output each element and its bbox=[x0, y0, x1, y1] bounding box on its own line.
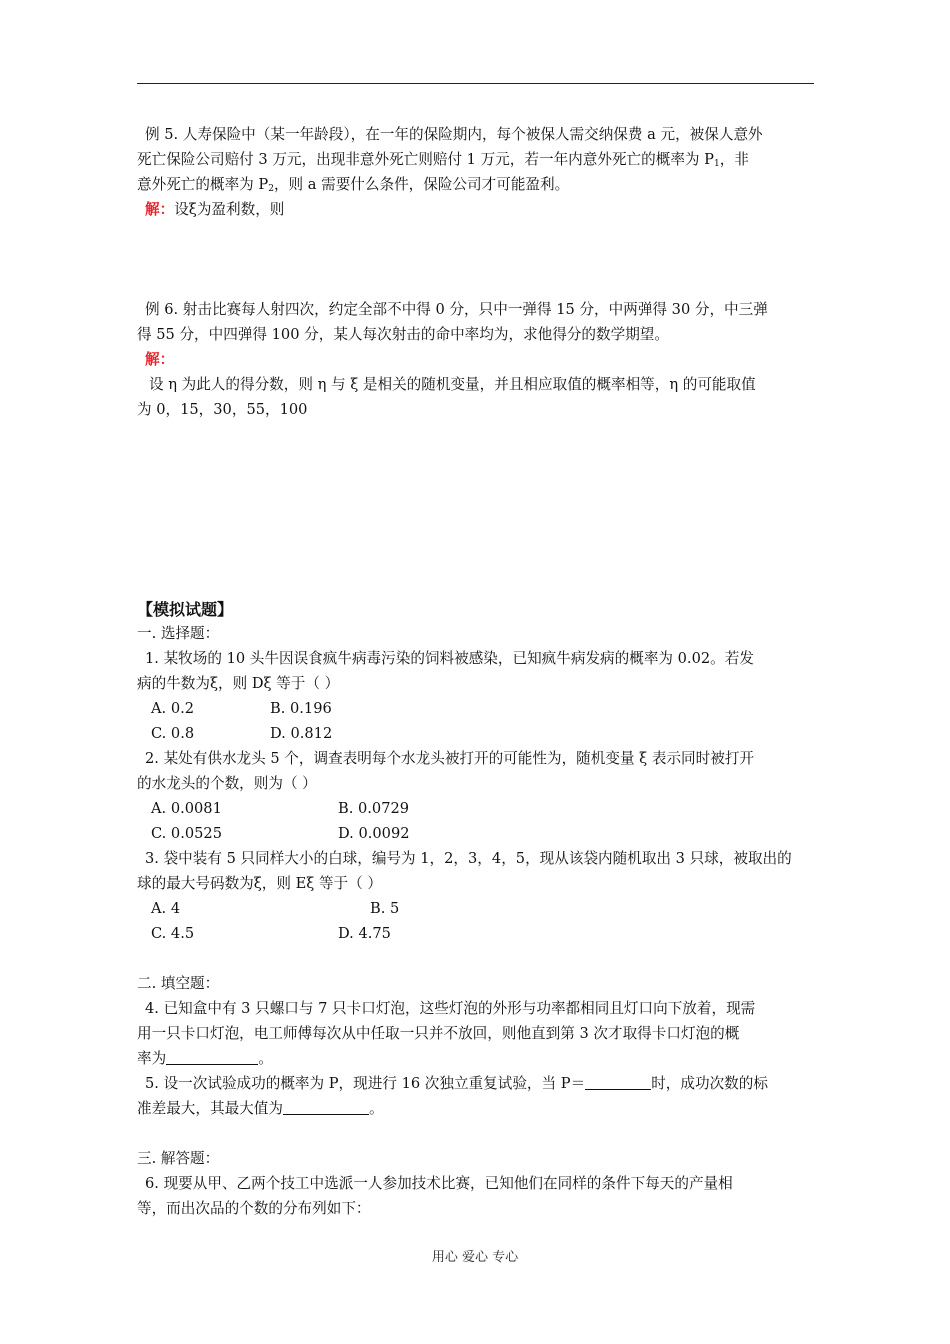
ex5-solution: 解：设ξ为盈利数，则 bbox=[145, 201, 285, 218]
q3-option-d: D. 4.75 bbox=[338, 925, 391, 942]
q5-line-1: 5. 设一次试验成功的概率为 P，现进行 16 次独立重复试验，当 P＝ 时，成功次数的标 bbox=[145, 1075, 768, 1092]
q2-option-c: C. 0.0525 bbox=[151, 825, 222, 842]
q2-option-d: D. 0.0092 bbox=[338, 825, 410, 842]
header-rule bbox=[137, 83, 814, 84]
ex6-line-1: 例 6. 射击比赛每人射四次，约定全部不中得 0 分，只中一弹得 15 分，中两弹得 30 分，中三弹 bbox=[145, 301, 768, 318]
section-answer: 三. 解答题： bbox=[137, 1150, 220, 1167]
q4-line-2: 用一只卡口灯泡，电工师傅每次从中任取一只并不放回，则他直到第 3 次才取得卡口灯泡的概 bbox=[137, 1025, 740, 1042]
q5-answer-blank-2 bbox=[283, 1100, 369, 1115]
q4-line-1: 4. 已知盒中有 3 只螺口与 7 只卡口灯泡，这些灯泡的外形与功率都相同且灯口向下放着，现需 bbox=[145, 1000, 756, 1017]
page-footer: 用心 爱心 专心 bbox=[431, 1250, 519, 1265]
q3-line-2: 球的最大号码数为ξ，则 Eξ 等于（ ） bbox=[137, 875, 382, 892]
q4-line-3: 率为 。 bbox=[137, 1050, 273, 1067]
ex6-line-2: 得 55 分，中四弹得 100 分，某人每次射击的命中率均为，求他得分的数学期望。 bbox=[137, 326, 669, 343]
ex6-solution-label: 解： bbox=[145, 351, 175, 368]
q3-line-1: 3. 袋中装有 5 只同样大小的白球，编号为 1，2，3，4，5，现从该袋内随机取出 3 只球，被取出的 bbox=[145, 850, 792, 867]
ex6-solution-line-2: 为 0，15，30，55，100 bbox=[137, 401, 308, 418]
q1-line-2: 病的牛数为ξ，则 Dξ 等于（ ） bbox=[137, 675, 340, 692]
solution-label: 解： bbox=[145, 201, 175, 218]
section-choice: 一. 选择题： bbox=[137, 625, 220, 642]
q1-option-a: A. 0.2 bbox=[151, 700, 195, 717]
ex5-line-2: 死亡保险公司赔付 3 万元，出现非意外死亡则赔付 1 万元，若一年内意外死亡的概率为 $P_1$，非 bbox=[137, 151, 749, 169]
ex5-line-1: 例 5. 人寿保险中（某一年龄段），在一年的保险期内，每个被保人需交纳保费 a 元，被保人意外 bbox=[145, 126, 763, 143]
section-fill: 二. 填空题： bbox=[137, 975, 220, 992]
ex6-solution-line-1: 设 η 为此人的得分数，则 η 与 ξ 是相关的随机变量，并且相应取值的概率相等，η 的可能取值 bbox=[149, 376, 756, 393]
q2-line-1: 2. 某处有供水龙头 5 个，调查表明每个水龙头被打开的可能性为，随机变量 ξ 表示同时被打开 bbox=[145, 750, 755, 767]
q1-option-b: B. 0.196 bbox=[270, 700, 332, 717]
q2-option-b: B. 0.0729 bbox=[338, 800, 410, 817]
q5-line-2: 准差最大，其最大值为 。 bbox=[137, 1100, 384, 1117]
mock-title: 【模拟试题】 bbox=[137, 600, 234, 619]
q4-answer-blank bbox=[166, 1050, 258, 1065]
q3-option-a: A. 4 bbox=[151, 900, 181, 917]
q2-line-2: 的水龙头的个数，则为（ ） bbox=[137, 775, 317, 792]
q1-option-d: D. 0.812 bbox=[270, 725, 333, 742]
q5-answer-blank-1 bbox=[585, 1075, 651, 1090]
q3-option-b: B. 5 bbox=[370, 900, 400, 917]
q1-option-c: C. 0.8 bbox=[151, 725, 195, 742]
ex5-line-3: 意外死亡的概率为 $P_2$，则 a 需要什么条件，保险公司才可能盈利。 bbox=[137, 176, 570, 194]
q3-option-c: C. 4.5 bbox=[151, 925, 195, 942]
q1-line-1: 1. 某牧场的 10 头牛因误食疯牛病毒污染的饲料被感染，已知疯牛病发病的概率为 0.02。若发 bbox=[145, 650, 754, 667]
q6-line-2: 等，而出次品的个数的分布列如下： bbox=[137, 1200, 371, 1217]
q2-option-a: A. 0.0081 bbox=[151, 800, 222, 817]
q6-line-1: 6. 现要从甲、乙两个技工中选派一人参加技术比赛，已知他们在同样的条件下每天的产量相 bbox=[145, 1175, 733, 1192]
